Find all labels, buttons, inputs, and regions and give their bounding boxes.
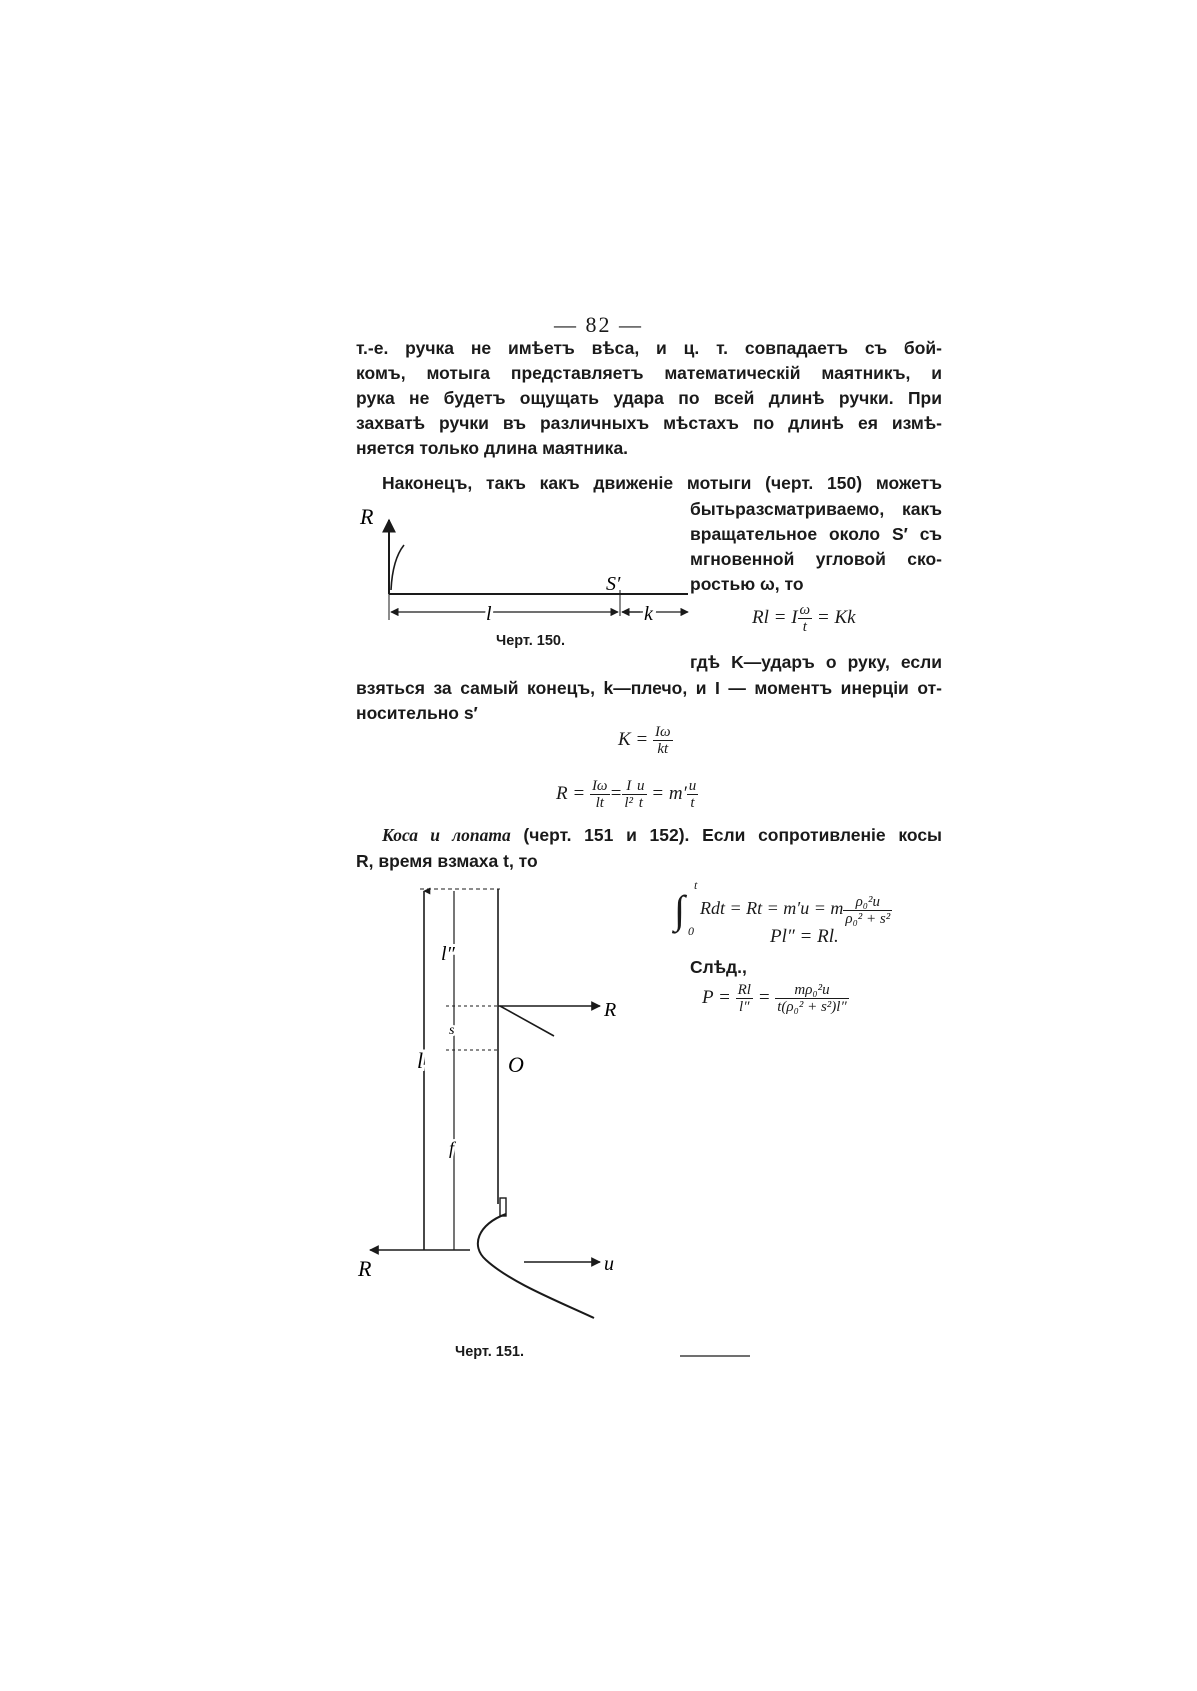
fig151-label-o: O [508, 1052, 524, 1077]
fig151-grip [500, 1006, 554, 1036]
integral-upper-limit: t [694, 878, 698, 892]
eq-p-f2-num: mρ₀²u [775, 982, 848, 999]
paragraph-2-after-line: гдѣ K—ударъ о руку, если [690, 652, 942, 672]
fig151-label-s: s [449, 1023, 455, 1038]
equation-pl: Pl″ = Rl. [770, 926, 839, 947]
figure-151 [370, 889, 750, 1356]
paragraph-2-side-line: бытьразсматриваемо, какъ [690, 499, 942, 519]
fig150-label-r: R [360, 504, 374, 529]
paragraph-3-line1: (черт. 151 и 152). Если сопротивленіе косы [510, 825, 942, 845]
fig150-label-l: l [486, 603, 492, 625]
eq-r-f4-num: u [688, 778, 697, 794]
paragraph-3-title: Коса и лопата [382, 825, 511, 845]
fig151-label-r-bottom: R [358, 1256, 372, 1281]
fig151-label-l2: l″ [441, 943, 455, 965]
eq-int-body: Rdt = Rt = m′u = m [700, 898, 844, 919]
eq-p-f1-den: l″ [739, 999, 750, 1015]
fig150-curve [391, 545, 404, 590]
eq-k-num: Iω [655, 724, 671, 740]
fig151-blade [478, 1214, 594, 1318]
fig151-label-f: f [449, 1138, 455, 1158]
eq-rl-num: ω [799, 602, 811, 618]
paragraph-3-line: R, время взмаха t, то [356, 851, 538, 871]
paragraph-2-cont-line: взяться за самый конецъ, k—плечо, и I — моментъ инерціи от- [356, 678, 942, 698]
eq-p-f1-num: Rl [737, 982, 751, 998]
integral-lower-limit: 0 [688, 924, 694, 938]
paragraph-2-side-line: ростью ω, то [690, 574, 804, 594]
eq-r-eq2: = [609, 782, 623, 804]
paragraph-1-line: рука не будетъ ощущать удара по всей длинѣ ручки. При [356, 388, 942, 408]
eq-rl-rhs: = Kk [816, 606, 856, 628]
paragraph-1-line: т.-е. ручка не имѣетъ вѣса, и ц. т. совпадаетъ съ бой- [356, 338, 942, 358]
fig150-label-k: k [644, 603, 653, 625]
eq-r-f4-den: t [690, 795, 695, 811]
fig150-label-s: S′ [606, 573, 621, 595]
sled-label: Слѣд., [690, 957, 747, 977]
eq-r-eq3: = m′ [651, 782, 687, 804]
paragraph-2-line: Наконецъ, такъ какъ движеніе мотыги (черт. 150) можетъ [382, 473, 942, 493]
paragraph-2-side-line: мгновенной угловой ско- [690, 549, 942, 569]
eq-p-eq: = [757, 986, 771, 1008]
eq-p-lhs: P = [702, 986, 731, 1008]
eq-k-lhs: K = [618, 728, 649, 750]
fig151-label-r-top: R [604, 999, 617, 1021]
page-number: — 82 — [554, 312, 643, 337]
fig151-label-u: u [604, 1253, 614, 1275]
eq-rl-den: t [802, 619, 807, 635]
paragraph-1-line: захватѣ ручки въ различныхъ мѣстахъ по длинѣ ея измѣ- [356, 413, 942, 433]
figure-151-caption: Черт. 151. [455, 1344, 525, 1360]
integral-sign: ∫ [674, 887, 685, 932]
fig151-label-l: l [417, 1048, 424, 1073]
eq-r-f2-den: l² [624, 795, 634, 811]
eq-int-den: ρ₀² + s² [845, 910, 891, 927]
eq-k-den: kt [657, 741, 669, 757]
paragraph-2-side-line: вращательное около S′ съ [690, 524, 942, 544]
eq-r-f3-num: u [637, 778, 645, 794]
paragraph-1-line: комъ, мотыга представляетъ математическій маятникъ, и [356, 363, 942, 383]
paragraph-1-line: няется только длина маятника. [356, 438, 629, 458]
figure-150-caption: Черт. 150. [496, 633, 566, 649]
eq-r-f1-num: Iω [591, 778, 608, 794]
eq-r-f2-num: I [622, 778, 635, 795]
eq-r-f1-den: lt [595, 795, 604, 811]
eq-r-f3-den: t [638, 795, 643, 811]
eq-p-f2-den: t(ρ₀² + s²)l″ [777, 999, 847, 1015]
paragraph-2-cont-line: носительно s′ [356, 703, 478, 723]
eq-rl-lhs: Rl = I [752, 606, 798, 628]
eq-r-lhs: R = [556, 782, 586, 804]
eq-int-num: ρ₀²u [843, 894, 892, 911]
